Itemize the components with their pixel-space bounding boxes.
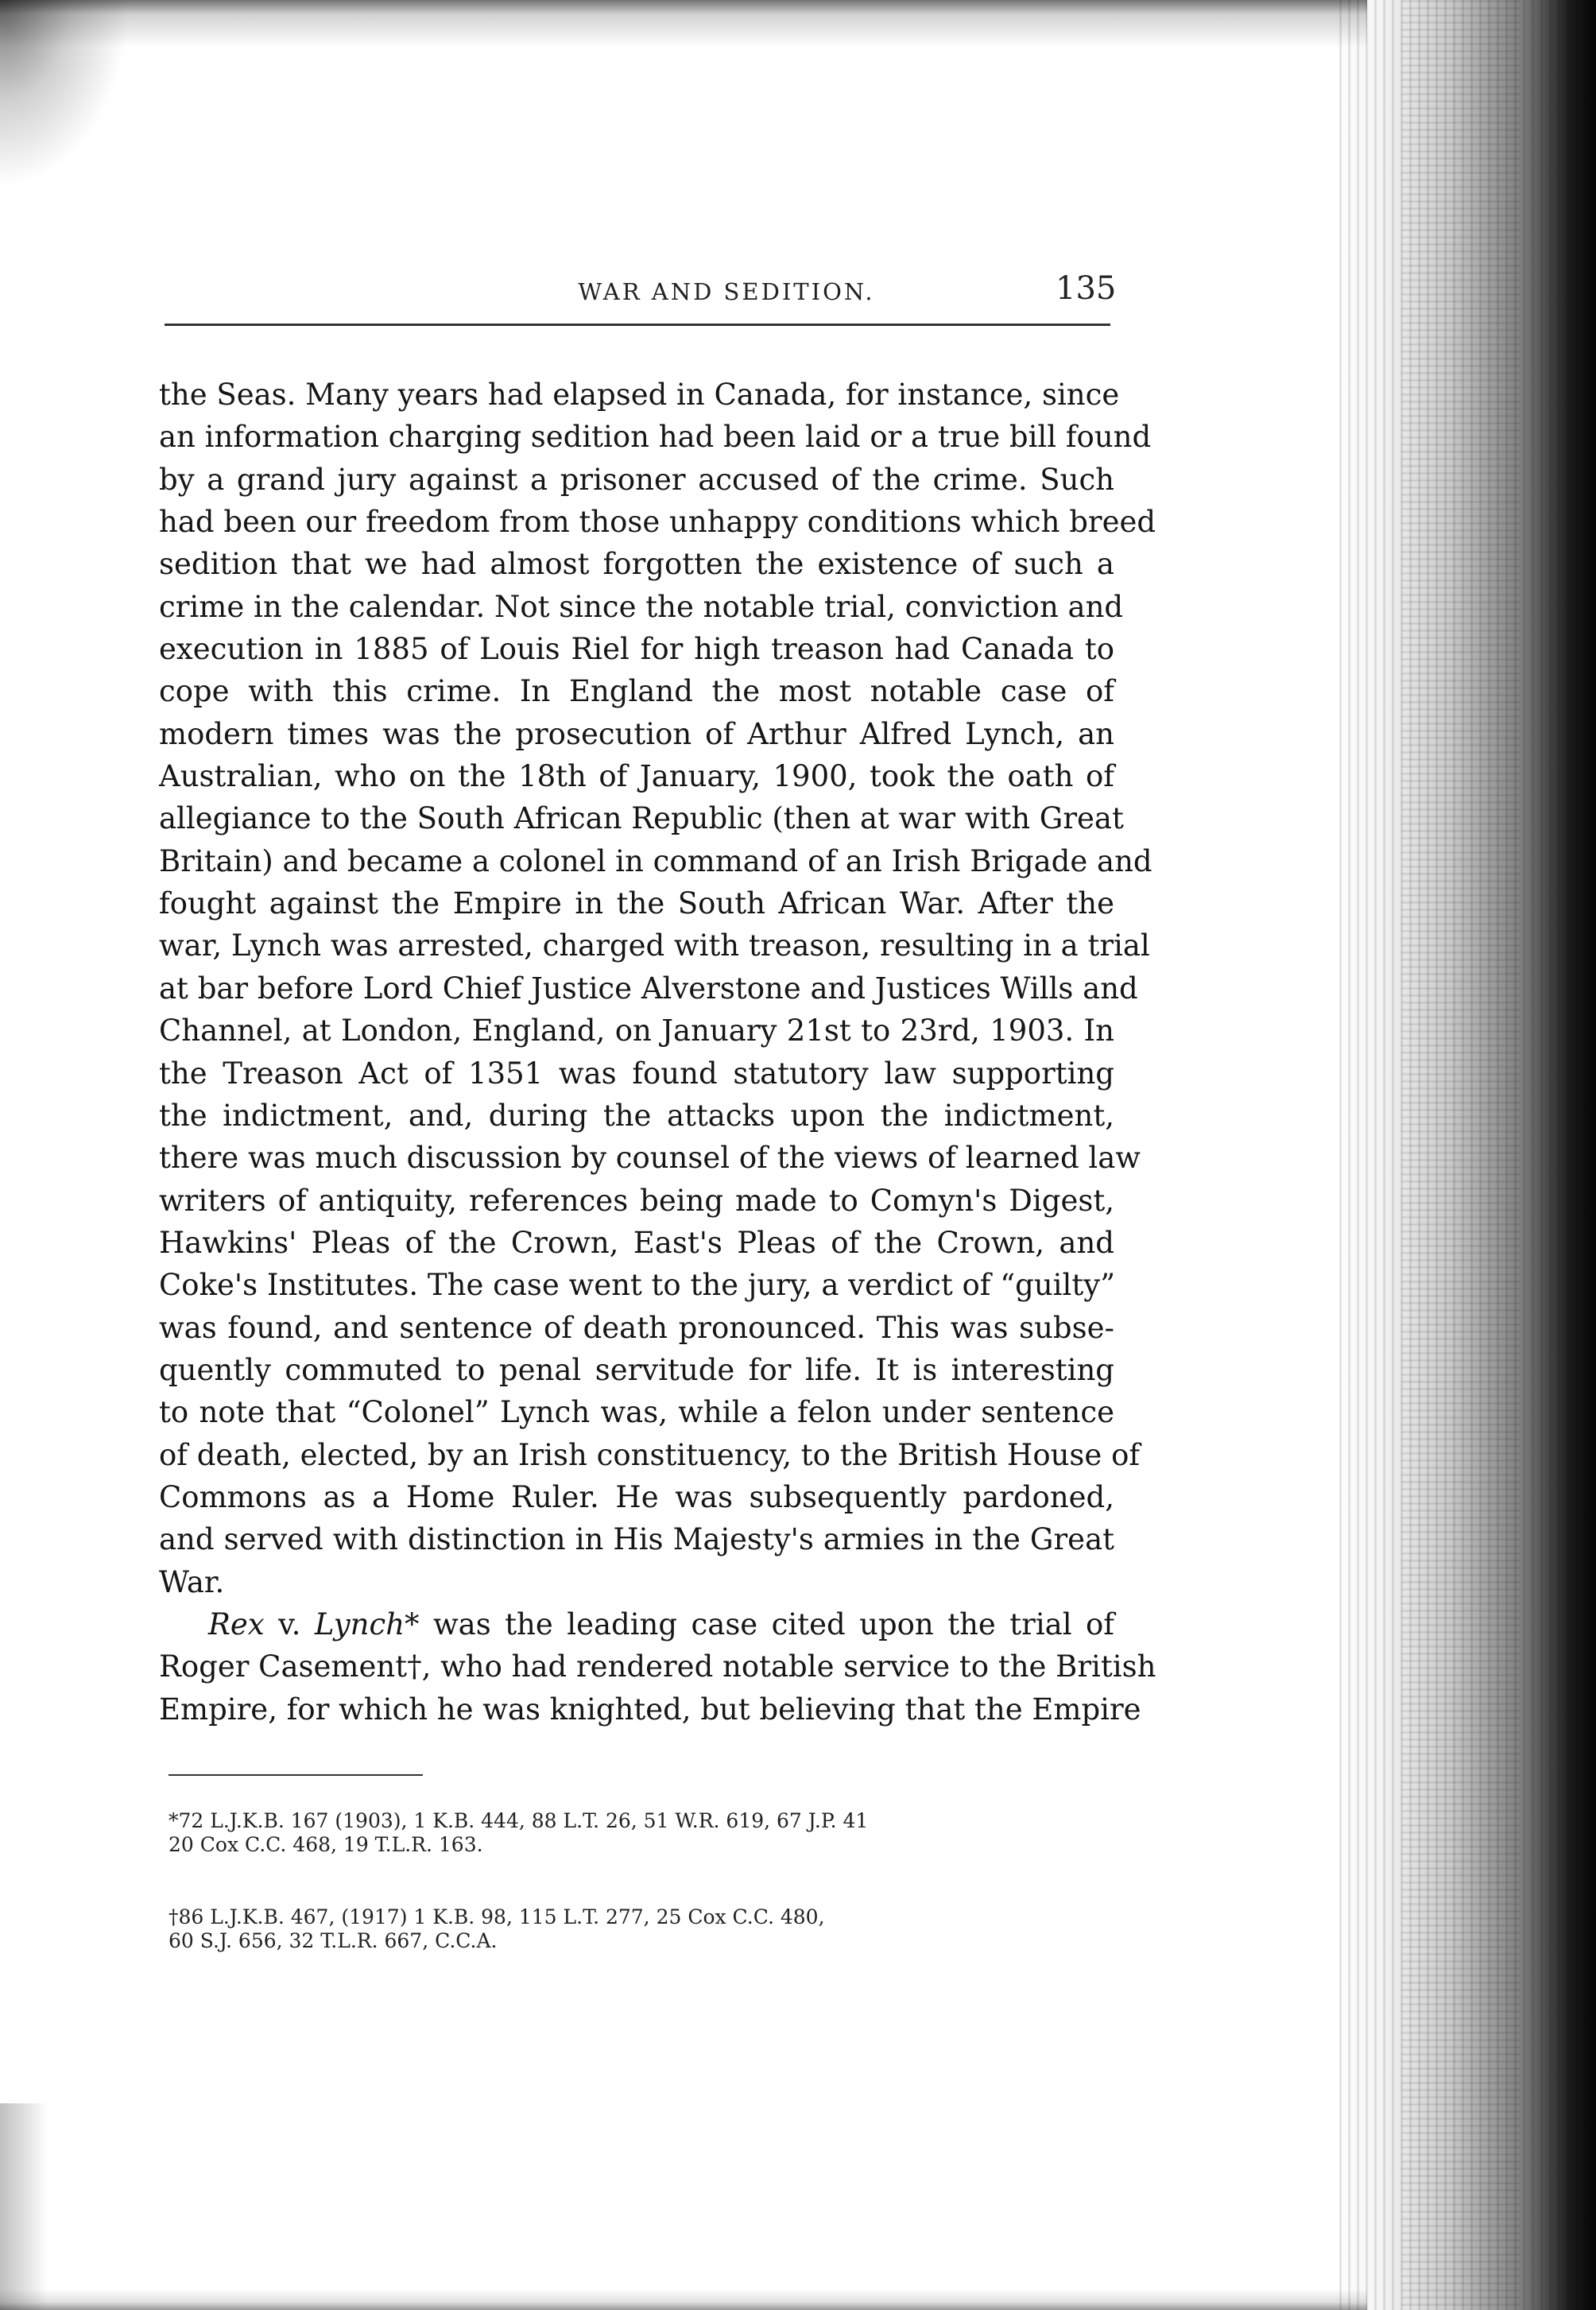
case-versus: v. [264, 1607, 315, 1641]
text-line: was found, and sentence of death pronounced. This was subse- [159, 1310, 1114, 1345]
footnote-2 [169, 1905, 1114, 1953]
text-line: Channel, at London, England, on January 21st to 23rd, 1903. In [159, 1014, 1114, 1048]
case-name-lynch: Lynch* [314, 1607, 420, 1641]
footnote-2-line-2: 60 S.J. 656, 32 T.L.R. 667, C.C.A. [169, 1929, 498, 1952]
paragraph-2-line-1-rest: was the leading case cited upon the trial of [419, 1607, 1114, 1641]
text-line: allegiance to the South African Republic (then at war with Great [159, 801, 1124, 836]
text-line: War. [159, 1564, 225, 1599]
text-line: sedition that we had almost forgotten the existence of such a [159, 547, 1114, 582]
text-line: crime in the calendar. Not since the notable trial, conviction and [159, 589, 1124, 624]
text-line: the indictment, and, during the attacks upon the indictment, [159, 1098, 1114, 1133]
text-line: the Seas. Many years had elapsed in Canada, for instance, since [159, 378, 1120, 412]
text-line: Britain) and became a colonel in command of an Irish Brigade and [159, 843, 1152, 878]
text-line: Hawkins' Pleas of the Crown, East's Pleas of the Crown, and [159, 1225, 1114, 1260]
text-line: and served with distinction in His Majesty's armies in the Great [159, 1522, 1114, 1557]
header-rule [165, 324, 1110, 326]
footnote-1-line-1: *72 L.J.K.B. 167 (1903), 1 K.B. 444, 88 L.T. 26, 51 W.R. 619, 67 J.P. 41 [169, 1809, 869, 1832]
text-line: writers of antiquity, references being made to Comyn's Digest, [159, 1183, 1114, 1218]
book-spine-texture [1401, 0, 1520, 2310]
running-title: WAR AND SEDITION. [578, 278, 875, 305]
text-line: modern times was the prosecution of Arthur Alfred Lynch, an [159, 716, 1114, 751]
text-line: war, Lynch was arrested, charged with treason, resulting in a trial [159, 928, 1150, 963]
case-name-rex: Rex [208, 1607, 265, 1641]
text-line: fought against the Empire in the South African War. After the [159, 886, 1114, 921]
text-line: Roger Casement†, who had rendered notable service to the British [159, 1649, 1156, 1684]
paragraph-2-line-1 [159, 1603, 1114, 1645]
text-line: Commons as a Home Ruler. He was subsequently pardoned, [159, 1479, 1114, 1514]
text-line: execution in 1885 of Louis Riel for high treason had Canada to [159, 632, 1114, 667]
text-line: Empire, for which he was knighted, but believing that the Empire [159, 1692, 1141, 1727]
text-line: cope with this crime. In England the most notable case of [159, 674, 1114, 709]
scan-top-shadow [0, 0, 1367, 56]
text-line: there was much discussion by counsel of the views of learned law [159, 1141, 1141, 1176]
text-line: to note that “Colonel” Lynch was, while a felon under sentence [159, 1395, 1114, 1430]
text-line: at bar before Lord Chief Justice Alverstone and Justices Wills and [159, 971, 1138, 1006]
scan-left-shadow [0, 2103, 48, 2310]
footnote-2-line-1: †86 L.J.K.B. 467, (1917) 1 K.B. 98, 115 L.T. 277, 25 Cox C.C. 480, [169, 1905, 825, 1928]
text-line: Coke's Institutes. The case went to the jury, a verdict of “guilty” [159, 1268, 1116, 1303]
footnote-1 [169, 1809, 1114, 1857]
text-line: had been our freedom from those unhappy conditions which breed [159, 505, 1156, 540]
text-line: quently commuted to penal servitude for life. It is interesting [159, 1352, 1114, 1387]
footnote-rule [169, 1774, 423, 1776]
text-line: Australian, who on the 18th of January, 1900, took the oath of [159, 759, 1114, 794]
body-text [159, 374, 1156, 1731]
scan-corner-shadow [0, 0, 127, 183]
text-line: by a grand jury against a prisoner accused of the crime. Such [159, 462, 1114, 497]
page-number: 135 [1056, 270, 1117, 307]
scan-bottom-shadow [0, 2288, 1367, 2310]
text-line: the Treason Act of 1351 was found statutory law supporting [159, 1056, 1114, 1091]
footnote-1-line-2: 20 Cox C.C. 468, 19 T.L.R. 163. [169, 1833, 483, 1856]
text-line: of death, elected, by an Irish constituency, to the British House of [159, 1437, 1141, 1472]
text-line: an information charging sedition had been laid or a true bill found [159, 420, 1152, 455]
